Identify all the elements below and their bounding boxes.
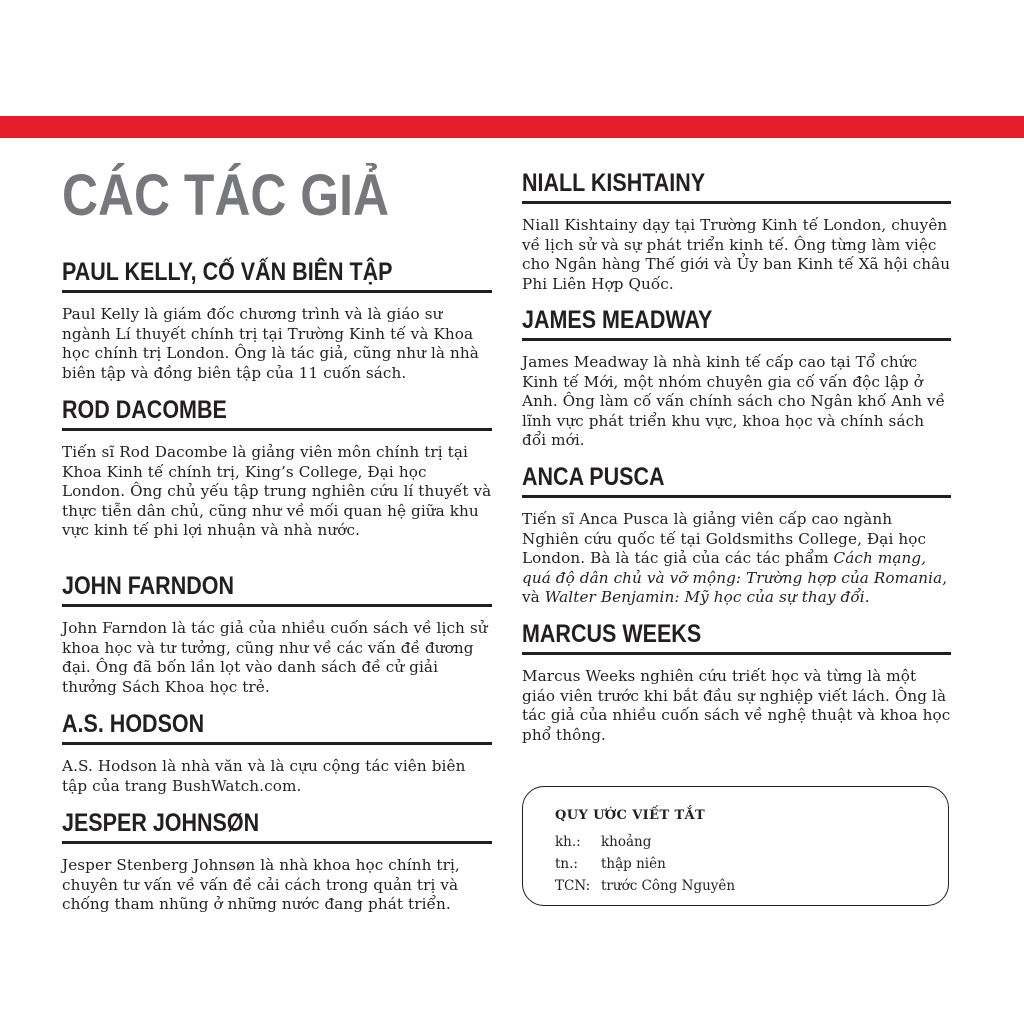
abbreviation-row [555,831,948,853]
author-bio: Niall Kishtainy dạy tại Trường Kinh tế London, chuyên về lịch sử và sự phát triển kinh tế. Ông từng làm việc cho Ngân hàng Thế giới và Ủy ban Kinh tế Xã hội châu Phi Liên Hợp Quốc. [522,216,951,293]
author-as-hodson [62,710,492,796]
abbreviation-key: kh.: [555,834,581,850]
author-anca-pusca [522,463,951,608]
author-john-farndon [62,572,492,697]
page-title: CÁC TÁC GIẢ [62,163,389,228]
author-bio: A.S. Hodson là nhà văn và là cựu cộng tác viên biên tập của trang BushWatch.com. [62,757,466,795]
author-bio: Paul Kelly là giám đốc chương trình và là giáo sư ngành Lí thuyết chính trị tại Trường Kinh tế và Khoa học chính trị London. Ông là tác giả, cũng như là nhà biên tập và đồng biên tập của 11 cuốn sách. [62,305,479,382]
abbreviation-row [555,853,948,875]
author-bio: Marcus Weeks nghiên cứu triết học và từng là một giáo viên trước khi bắt đầu sự nghiệp viết lách. Ông là tác giả của nhiều cuốn sách về nghệ thuật và khoa học phổ thông. [522,667,951,744]
author-niall-kishtainy [522,169,951,294]
author-name: ANCA PUSCA [522,463,951,498]
author-rod-dacombe [62,396,492,541]
author-jesper-johnson [62,809,492,915]
author-name: PAUL KELLY, CỐ VẤN BIÊN TẬP [62,258,492,293]
author-bio: Tiến sĩ Anca Pusca là giảng viên cấp cao ngành Nghiên cứu quốc tế tại Goldsmiths College, Đại học London. Bà là tác giả của các tác phẩm Cách mạng, quá độ dân chủ và vỡ mộng: Trường hợp của Romania, và Walter Benjamin: Mỹ học của sự thay đổi. [522,510,948,607]
author-marcus-weeks [522,620,951,745]
author-bio: Tiến sĩ Rod Dacombe là giảng viên môn chính trị tại Khoa Kinh tế chính trị, King’s College, Đại học London. Ông chủ yếu tập trung nghiên cứu lí thuyết và thực tiễn dân chủ, cũng như về mối quan hệ giữa khu vực kinh tế phi lợi nhuận và nhà nước. [62,443,492,540]
author-name: JESPER JOHNSØN [62,809,492,844]
header-accent-bar [0,116,1024,138]
abbreviation-value: thập niên [601,856,666,872]
book-title: Cách mạng, quá độ dân chủ và vỡ mộng: Trường hợp của Romania [522,549,943,587]
abbreviation-value: khoảng [601,834,652,850]
author-name: A.S. HODSON [62,710,492,745]
abbreviations-title: QUY ƯỚC VIẾT TẮT [555,808,706,823]
author-name: NIALL KISHTAINY [522,169,951,204]
author-bio: John Farndon là tác giả của nhiều cuốn sách về lịch sử khoa học và tư tưởng, cũng như về các vấn đề đương đại. Ông đã bốn lần lọt vào danh sách đề cử giải thưởng Sách Khoa học trẻ. [62,619,488,696]
abbreviation-key: TCN: [555,878,591,894]
book-title: Walter Benjamin: Mỹ học của sự thay đổi [544,588,865,607]
abbreviations-box [522,786,949,906]
author-name: JOHN FARNDON [62,572,492,607]
author-name: JAMES MEADWAY [522,306,951,341]
abbreviation-value: trước Công Nguyên [601,878,736,894]
abbreviation-row [555,875,948,897]
abbreviation-key: tn.: [555,856,578,872]
author-james-meadway [522,306,951,451]
author-paul-kelly [62,258,492,383]
author-bio: James Meadway là nhà kinh tế cấp cao tại Tổ chức Kinh tế Mới, một nhóm chuyên gia cố vấn độc lập ở Anh. Ông làm cố vấn chính sách cho Ngân khố Anh về lĩnh vực phát triển khu vực, khoa học và chính sách đổi mới. [522,353,946,450]
author-name: ROD DACOMBE [62,396,492,431]
author-name: MARCUS WEEKS [522,620,951,655]
author-bio: Jesper Stenberg Johnsøn là nhà khoa học chính trị, chuyên tư vấn về vấn đề cải cách trong quản trị và chống tham nhũng ở những nước đang phát triển. [62,856,460,914]
